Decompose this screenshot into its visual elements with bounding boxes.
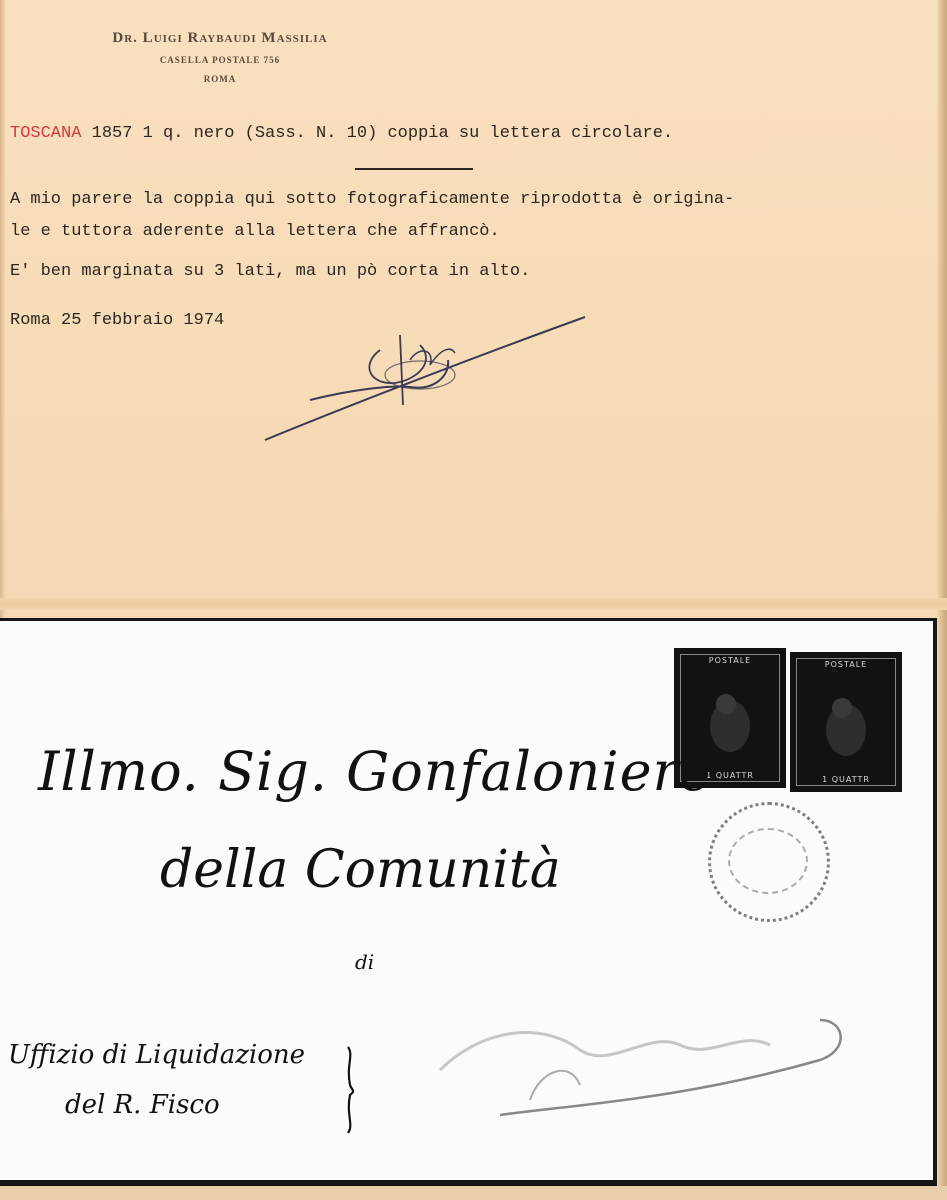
postmark-inner-ring: [728, 828, 808, 894]
stamp-top-label: POSTALE: [708, 656, 752, 665]
letterhead-name: Dr. Luigi Raybaudi Massilia: [112, 30, 328, 46]
opinion-line-1: A mio parere la coppia qui sotto fotograficamente riprodotta è origina-: [10, 190, 735, 209]
office-line-2: del R. Fisco: [65, 1090, 220, 1120]
brace-icon: [340, 1045, 360, 1135]
opinion-line-3: E' ben marginata su 3 lati, ma un pò corta in alto.: [10, 262, 531, 281]
faded-destination-handwriting: [420, 990, 860, 1140]
letterhead: [0, 30, 440, 84]
office-line-1: Uffizio di Liquidazione: [8, 1040, 306, 1070]
letterhead-city: ROMA: [203, 74, 237, 84]
stamp-bottom-label: 1 QUATTR: [822, 775, 870, 784]
paper-bottom-edge: [0, 1186, 947, 1200]
address-line-1: Illmo. Sig. Gonfaloniere: [38, 740, 713, 803]
certificate-date: Roma 25 febbraio 1974: [10, 311, 225, 330]
stamp-bottom-label: 1 QUATTR: [706, 771, 754, 780]
letterhead-address: CASELLA POSTALE 756: [159, 55, 281, 65]
address-line-3: di: [355, 950, 375, 974]
paper-edge-left: [0, 0, 5, 640]
stamp: [790, 652, 902, 792]
address-line-2: della Comunità: [160, 840, 561, 900]
divider-rule: [355, 168, 473, 170]
signature-icon: [260, 305, 600, 450]
certificate-subject-line: [10, 124, 673, 143]
stamp-top-label: POSTALE: [824, 660, 868, 669]
region-label: TOSCANA: [10, 124, 82, 143]
lion-icon: [812, 682, 880, 762]
paper-fold: [0, 598, 947, 610]
subject-text: 1857 1 q. nero (Sass. N. 10) coppia su lettera circolare.: [91, 124, 674, 143]
opinion-line-2: le e tuttora aderente alla lettera che affrancò.: [10, 222, 500, 241]
